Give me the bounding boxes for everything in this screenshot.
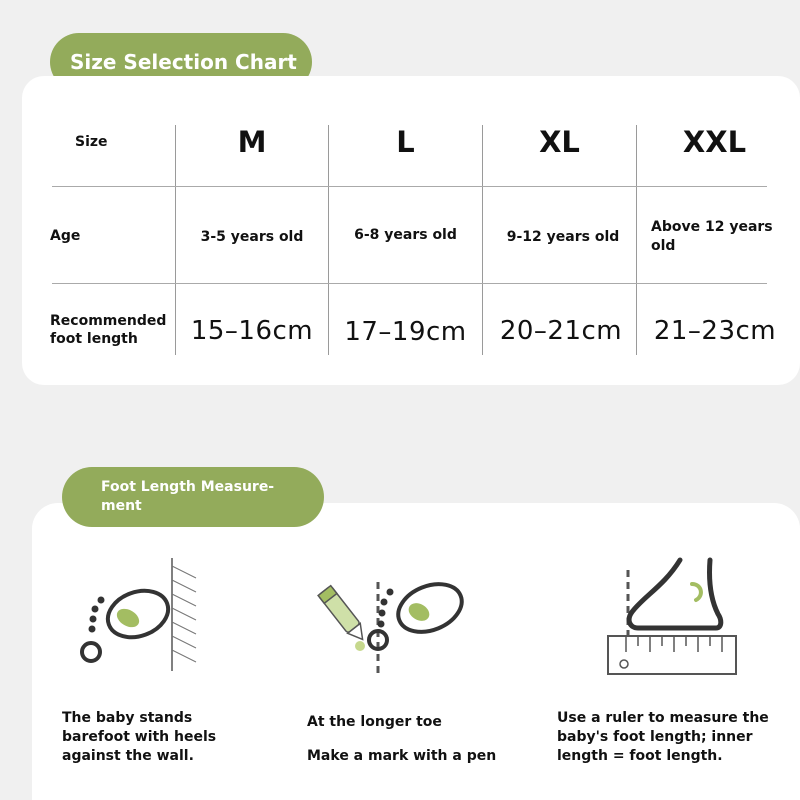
age-cell-l: 6-8 years old bbox=[354, 227, 457, 243]
length-cell-l: 17–19cm bbox=[344, 317, 467, 347]
measurement-title-text: Foot Length Measure-ment bbox=[101, 479, 275, 514]
age-cell-xxl: Above 12 years old bbox=[651, 219, 773, 254]
size-header-xl: XL bbox=[539, 125, 580, 159]
pen-mark-foot-icon bbox=[302, 570, 472, 680]
step1-caption: The baby stands barefoot with heels against the wall. bbox=[62, 710, 217, 764]
step2-caption-1: At the longer toe bbox=[307, 714, 442, 730]
ruler-foot-icon bbox=[604, 556, 744, 680]
foot-against-wall-icon bbox=[78, 556, 208, 666]
row-label-size: Size bbox=[75, 134, 108, 150]
age-cell-m: 3-5 years old bbox=[200, 229, 304, 245]
size-header-m: M bbox=[237, 125, 267, 159]
grid-line bbox=[52, 283, 767, 284]
age-cell-xl: 9-12 years old bbox=[506, 229, 620, 245]
grid-line bbox=[52, 186, 767, 187]
length-cell-xl: 20–21cm bbox=[499, 316, 623, 346]
row-label-foot-length: Recommended foot length bbox=[50, 313, 167, 347]
measurement-title bbox=[62, 467, 324, 527]
step3-caption: Use a ruler to measure the baby's foot length; inner length = foot length. bbox=[557, 710, 769, 764]
length-cell-m: 15–16cm bbox=[190, 316, 314, 346]
size-header-l: L bbox=[396, 125, 415, 159]
step2-caption-2: Make a mark with a pen bbox=[307, 748, 497, 764]
size-chart-title: Size Selection Chart bbox=[50, 33, 312, 91]
row-label-age: Age bbox=[50, 228, 81, 244]
length-cell-xxl: 21–23cm bbox=[653, 316, 777, 346]
size-header-xxl: XXL bbox=[682, 125, 747, 159]
